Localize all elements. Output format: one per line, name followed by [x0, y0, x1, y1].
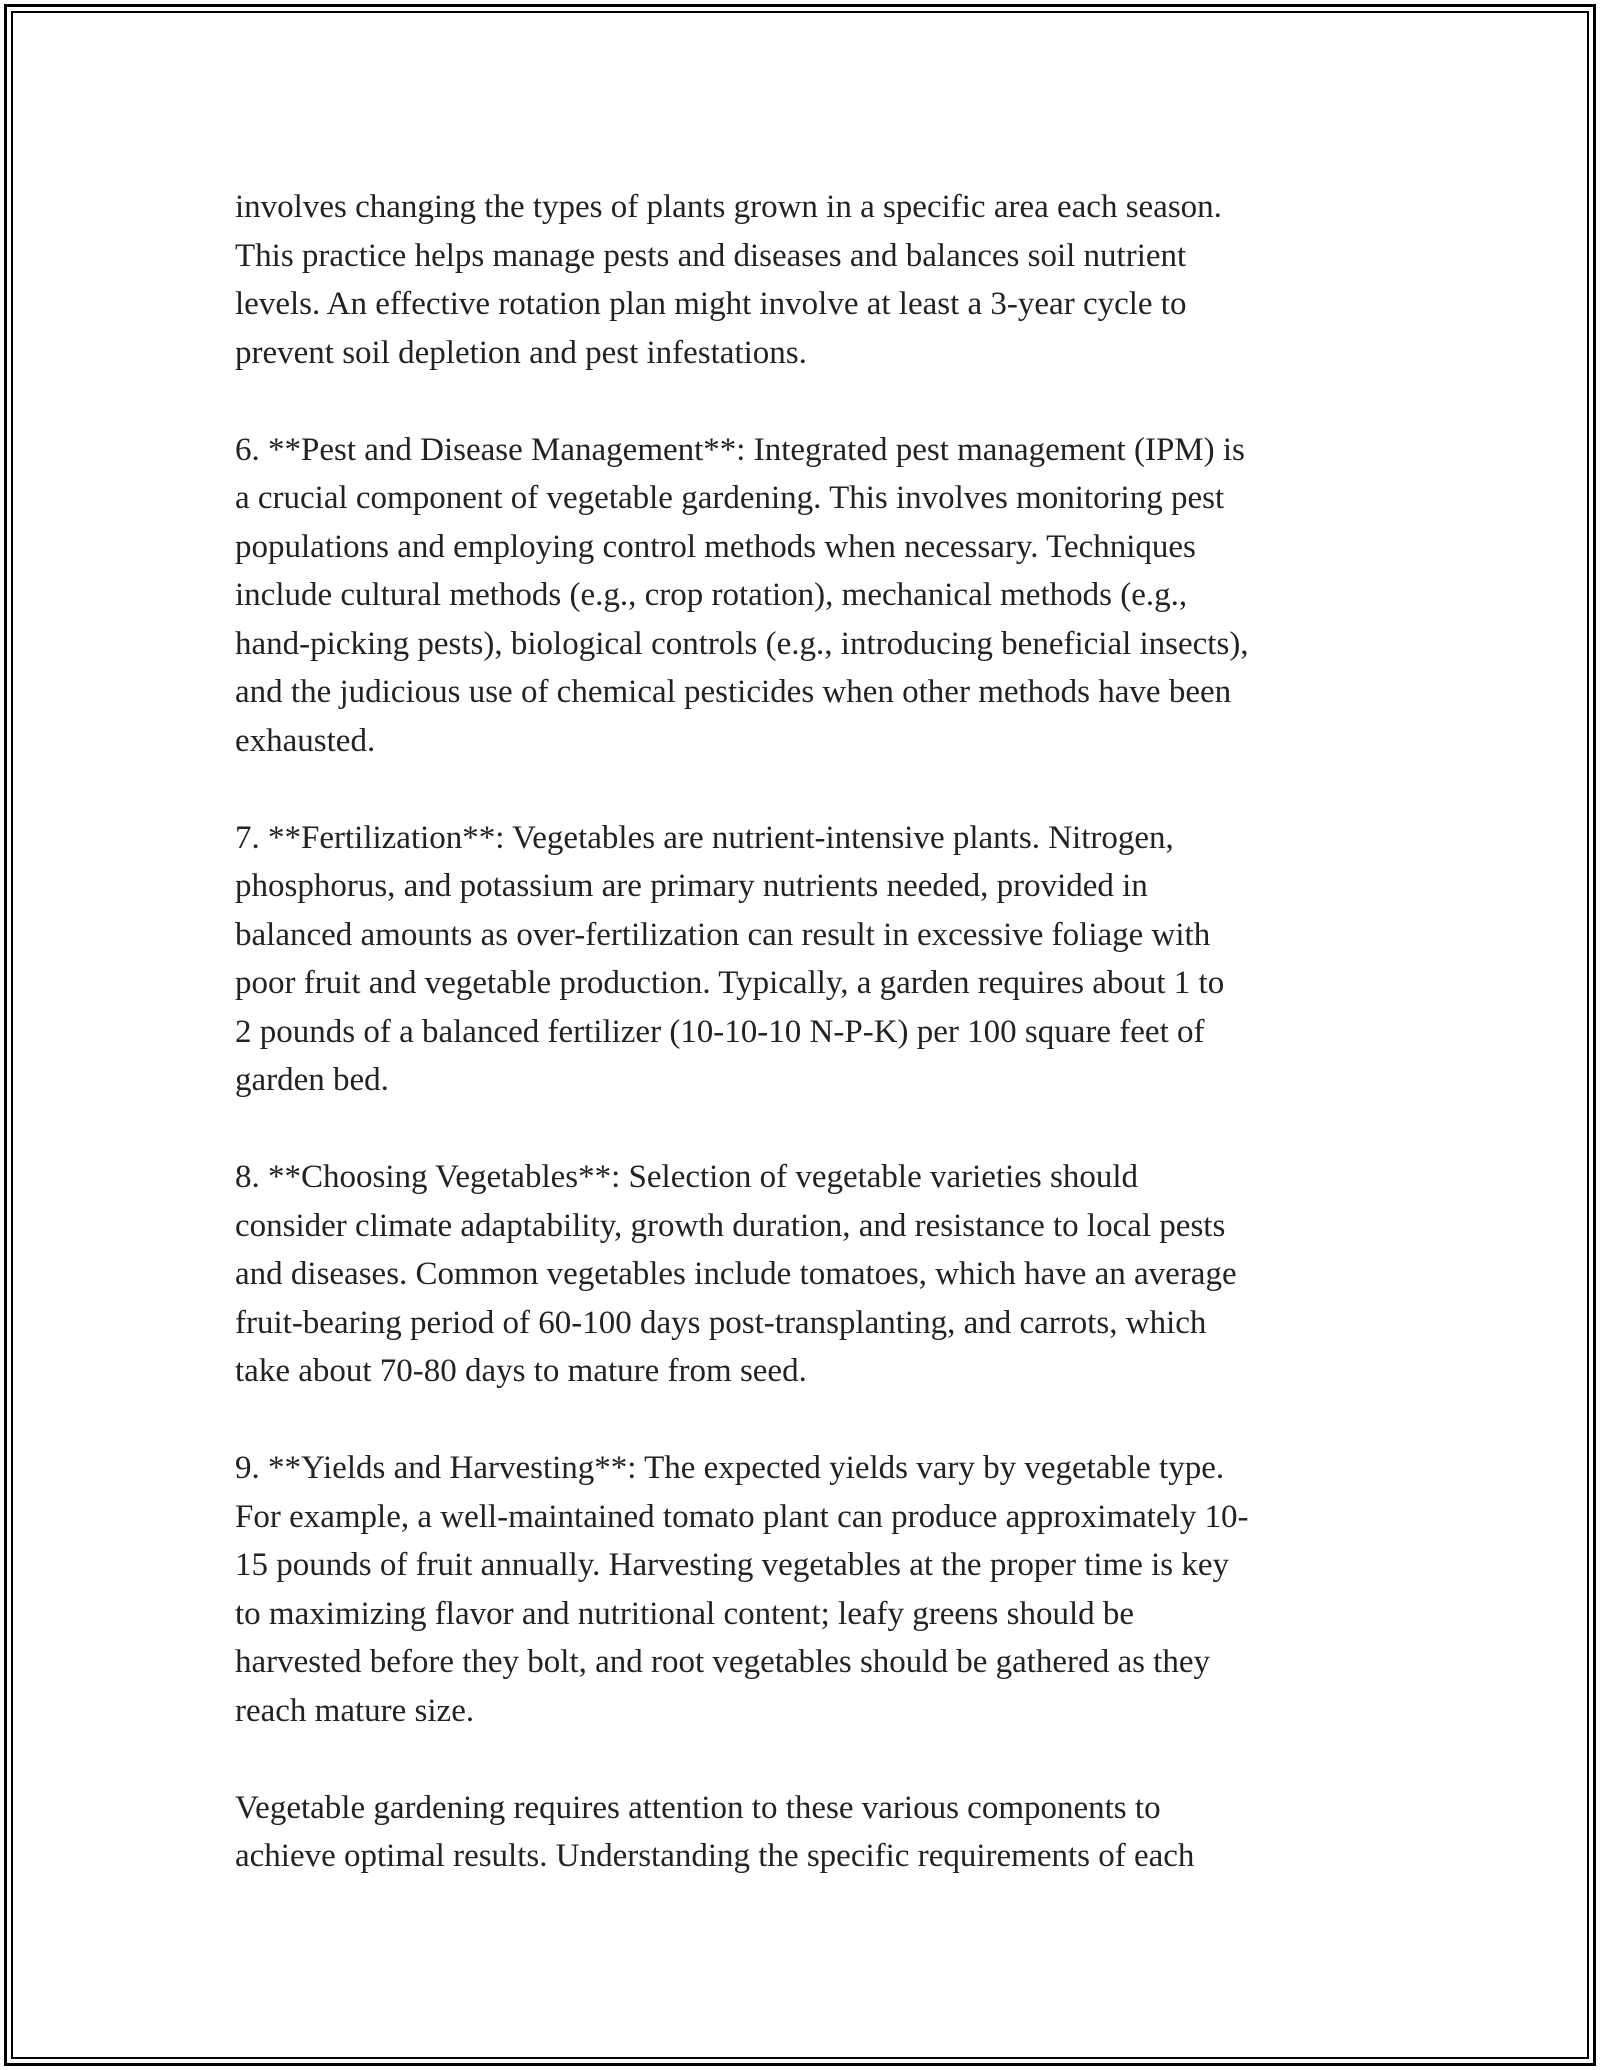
text-line: achieve optimal results. Understanding the specific requirements of each: [235, 1838, 1195, 1874]
text-line: involves changing the types of plants grown in a specific area each season.: [235, 189, 1222, 225]
text-line: a crucial component of vegetable gardening. This involves monitoring pest: [235, 480, 1225, 516]
text-line: to maximizing flavor and nutritional content; leafy greens should be: [235, 1595, 1135, 1632]
text-line: 7. **Fertilization**: Vegetables are nutrient-intensive plants. Nitrogen,: [235, 819, 1174, 856]
text-line: garden bed.: [235, 1062, 389, 1098]
text-line: poor fruit and vegetable production. Typically, a garden requires about 1 to: [235, 965, 1225, 1001]
text-line: For example, a well-maintained tomato plant can produce approximately 10-: [235, 1498, 1249, 1535]
paragraph-choosing-vegetables: [235, 1153, 1385, 1396]
text-line: populations and employing control methods when necessary. Techniques: [235, 528, 1196, 565]
text-line: balanced amounts as over-fertilization can result in excessive foliage with: [235, 916, 1211, 953]
text-line: fruit-bearing period of 60-100 days post-transplanting, and carrots, which: [235, 1304, 1207, 1341]
text-line: 6. **Pest and Disease Management**: Integrated pest management (IPM) is: [235, 431, 1245, 468]
paragraph-pest-disease-management: [235, 426, 1385, 766]
text-line: phosphorus, and potassium are primary nutrients needed, provided in: [235, 868, 1148, 904]
text-line: 2 pounds of a balanced fertilizer (10-10-10 N-P-K) per 100 square feet of: [235, 1013, 1205, 1050]
text-line: and diseases. Common vegetables include tomatoes, which have an average: [235, 1256, 1237, 1292]
text-line: prevent soil depletion and pest infestations.: [235, 334, 807, 371]
text-line: include cultural methods (e.g., crop rotation), mechanical methods (e.g.,: [235, 577, 1188, 613]
paragraph-yields-harvesting: [235, 1444, 1385, 1735]
text-line: 9. **Yields and Harvesting**: The expected yields vary by vegetable type.: [235, 1450, 1225, 1486]
text-line: This practice helps manage pests and diseases and balances soil nutrient: [235, 237, 1187, 274]
text-line: and the judicious use of chemical pesticides when other methods have been: [235, 674, 1232, 710]
document-body: [235, 183, 1385, 1929]
paragraph-fertilization: [235, 814, 1385, 1105]
text-line: exhausted.: [235, 722, 376, 759]
text-line: take about 70-80 days to mature from seed.: [235, 1353, 807, 1389]
text-line: Vegetable gardening requires attention to these various components to: [235, 1789, 1161, 1826]
paragraph-crop-rotation-continued: [235, 183, 1385, 377]
text-line: levels. An effective rotation plan might involve at least a 3-year cycle to: [235, 286, 1187, 322]
paragraph-conclusion: [235, 1784, 1385, 1881]
text-line: 8. **Choosing Vegetables**: Selection of vegetable varieties should: [235, 1159, 1139, 1195]
text-line: consider climate adaptability, growth duration, and resistance to local pests: [235, 1207, 1226, 1244]
text-line: harvested before they bolt, and root vegetables should be gathered as they: [235, 1644, 1210, 1680]
text-line: 15 pounds of fruit annually. Harvesting vegetables at the proper time is key: [235, 1547, 1230, 1583]
text-line: reach mature size.: [235, 1692, 475, 1729]
text-line: hand-picking pests), biological controls (e.g., introducing beneficial insects),: [235, 625, 1249, 662]
